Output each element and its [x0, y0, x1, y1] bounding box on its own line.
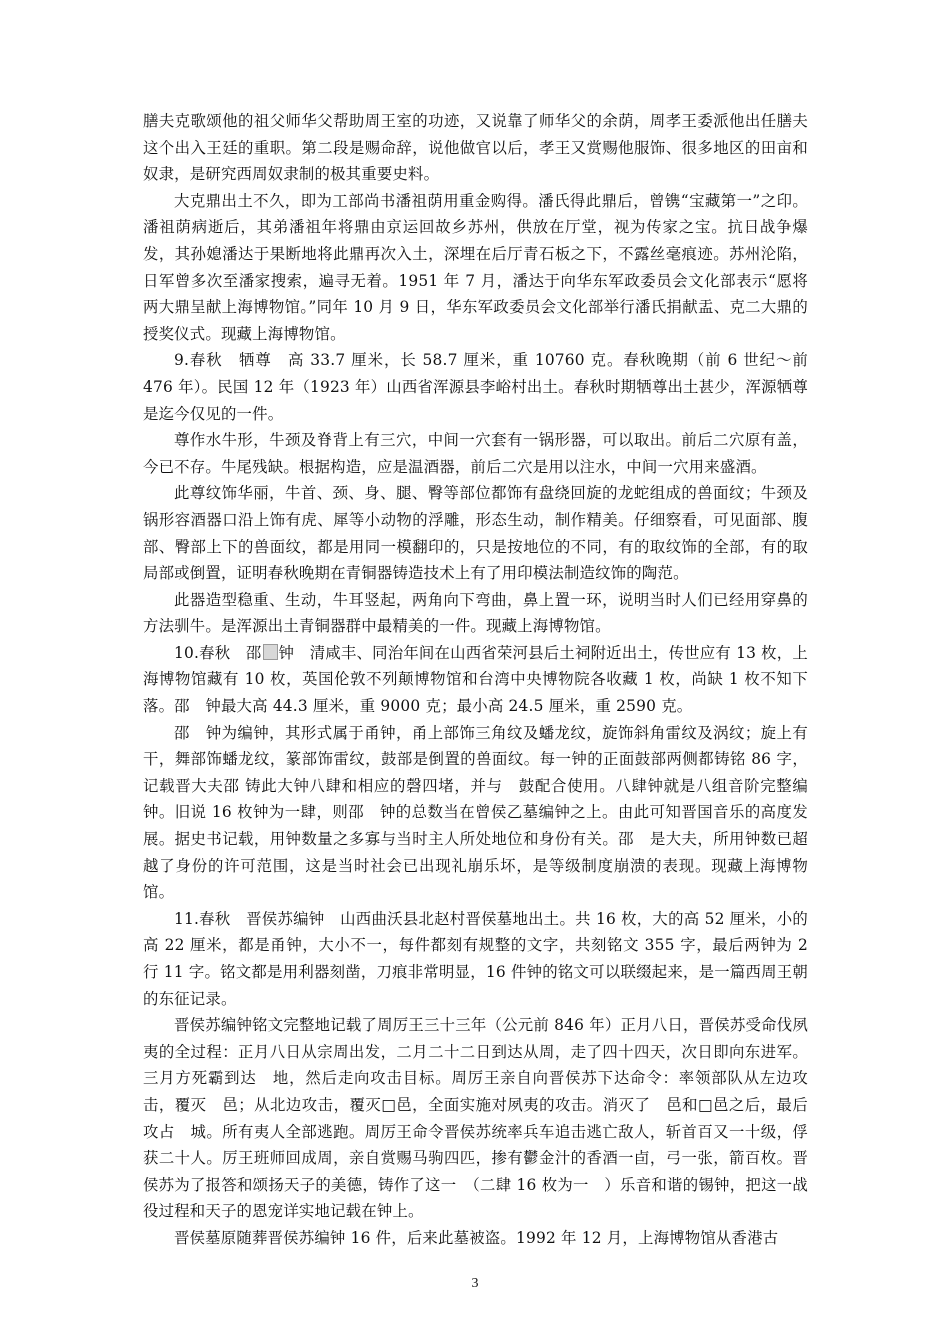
paragraph-6: 此器造型稳重、生动，牛耳竖起，两角向下弯曲，鼻上置一环，说明当时人们已经用穿鼻的方法驯牛。是浑源出土青铜器群中最精美的一件。现藏上海博物馆。 [143, 590, 808, 636]
paragraph-7 [143, 640, 808, 720]
paragraph-8: 邵 钟为编钟，其形式属于甬钟，甬上部饰三角纹及蟠龙纹，旋饰斜角雷纹及涡纹；旋上有干，舞部饰蟠龙纹，篆部饰雷纹，鼓部是倒置的兽面纹。每一钟的正面鼓部两侧都铸铭 86 字，记载晋大夫邵 铸此大钟八肆和相应的磬四堵，并与 鼓配合使用。八肆钟就是八组音阶完整编钟。旧说 16 枚钟为一肆，则邵 钟的总数当在曾侯乙墓编钟之上。由此可知晋国音乐的高度发展。据史书记载，用钟数量之多寡与当时主人所处地位和身份有关。邵 是大夫，所用钟数已超越了身份的许可范围，这是当时社会已出现礼崩乐坏，是等级制度崩溃的表现。现藏上海博物馆。 [143, 723, 808, 902]
paragraph-3: 9.春秋 牺尊 高 33.7 厘米，长 58.7 厘米，重 10760 克。春秋晚期（前 6 世纪～前 476 年）。民国 12 年（1923 年）山西省浑源县李峪村出土。春秋时期牺尊出土甚少，浑源牺尊是迄今仅见的一件。 [143, 351, 808, 423]
missing-glyph-icon [263, 644, 278, 660]
paragraph-1: 膳夫克歌颂他的祖父师华父帮助周王室的功迹，又说靠了师华父的余荫，周孝王委派他出任膳夫这个出入王廷的重职。第二段是赐命辞，说他做官以后，孝王又赏赐他服饰、很多地区的田亩和奴隶，是研究西周奴隶制的极其重要史料。 [143, 112, 808, 184]
paragraph-11: 晋侯墓原随葬晋侯苏编钟 16 件，后来此墓被盗。1992 年 12 月，上海博物馆从香港古 [174, 1228, 779, 1247]
paragraph-7-suffix: 钟 清咸丰、同治年间在山西省荣河县后土祠附近出土，传世应有 13 枚，上海博物馆藏有 10 枚，英国伦敦不列颠博物馆和台湾中央博物院各收藏 1 枚，尚缺 1 枚不知下落。邵 钟最大高 44.3 厘米，重 9000 克；最小高 24.5 厘米，重 2590 克。 [143, 643, 808, 716]
paragraph-2: 大克鼎出土不久，即为工部尚书潘祖荫用重金购得。潘氏得此鼎后，曾镌“宝藏第一”之印。潘祖荫病逝后，其弟潘祖年将鼎由京运回故乡苏州，供放在厅堂，视为传家之宝。抗日战争爆发，其孙媳潘达于果断地将此鼎再次入土，深埋在后厅青石板之下，不露丝毫痕迹。苏州沦陷，日军曾多次至潘家搜索，遍寻无着。1951 年 7 月，潘达于向华东军政委员会文化部表示“愿将两大鼎呈献上海博物馆。”同年 10 月 9 日，华东军政委员会文化部举行潘氏捐献盂、克二大鼎的授奖仪式。现藏上海博物馆。 [143, 191, 808, 343]
page-number: 3 [471, 1276, 479, 1291]
paragraph-7-prefix: 10.春秋 邵 [174, 643, 262, 662]
paragraph-5: 此尊纹饰华丽，牛首、颈、身、腿、臀等部位都饰有盘绕回旋的龙蛇组成的兽面纹；牛颈及锅形容酒器口沿上饰有虎、犀等小动物的浮雕，形态生动，制作精美。仔细察看，可见面部、腹部、臀部上下的兽面纹，都是用同一模翻印的，只是按地位的不同，有的取纹饰的全部，有的取局部或倒置，证明春秋晚期在青铜器铸造技术上有了用印模法制造纹饰的陶范。 [143, 484, 808, 583]
paragraph-10: 晋侯苏编钟铭文完整地记载了周厉王三十三年（公元前 846 年）正月八日，晋侯苏受命伐夙夷的全过程：正月八日从宗周出发，二月二十二日到达从周，走了四十四天，次日即向东进军。三月方死霸到达 地，然后走向攻击目标。周厉王亲自向晋侯苏下达命令：率领部队从左边攻击，覆灭 邑；从北边攻击，覆灭□邑，全面实施对夙夷的攻击。消灭了 邑和□邑之后，最后攻占 城。所有夷人全部逃跑。周厉王命令晋侯苏统率兵车追击逃亡敌人，斩首百又一十级，俘获二十人。厉王班师回成周，亲自赏赐马驹四匹，掺有鬱金汁的香酒一卣，弓一张，箭百枚。晋侯苏为了报答和颂扬天子的美德，铸作了这一 （二肆 16 枚为一 ）乐音和谐的锡钟，把这一战役过程和天子的恩宠详实地记载在钟上。 [143, 1016, 808, 1221]
paragraph-4: 尊作水牛形，牛颈及脊背上有三穴，中间一穴套有一锅形器，可以取出。前后二穴原有盖，今已不存。牛尾残缺。根据构造，应是温酒器，前后二穴是用以注水，中间一穴用来盛酒。 [143, 431, 808, 476]
document-body [143, 108, 808, 1252]
paragraph-9: 11.春秋 晋侯苏编钟 山西曲沃县北赵村晋侯墓地出土。共 16 枚，大的高 52 厘米，小的高 22 厘米，都是甬钟，大小不一，每件都刻有规整的文字，共刻铭文 355 字，最后两钟为 2 行 11 字。铭文都是用利器刻凿，刀痕非常明显，16 件钟的铭文可以联缀起来，是一篇西周王朝的东征记录。 [143, 909, 808, 1008]
